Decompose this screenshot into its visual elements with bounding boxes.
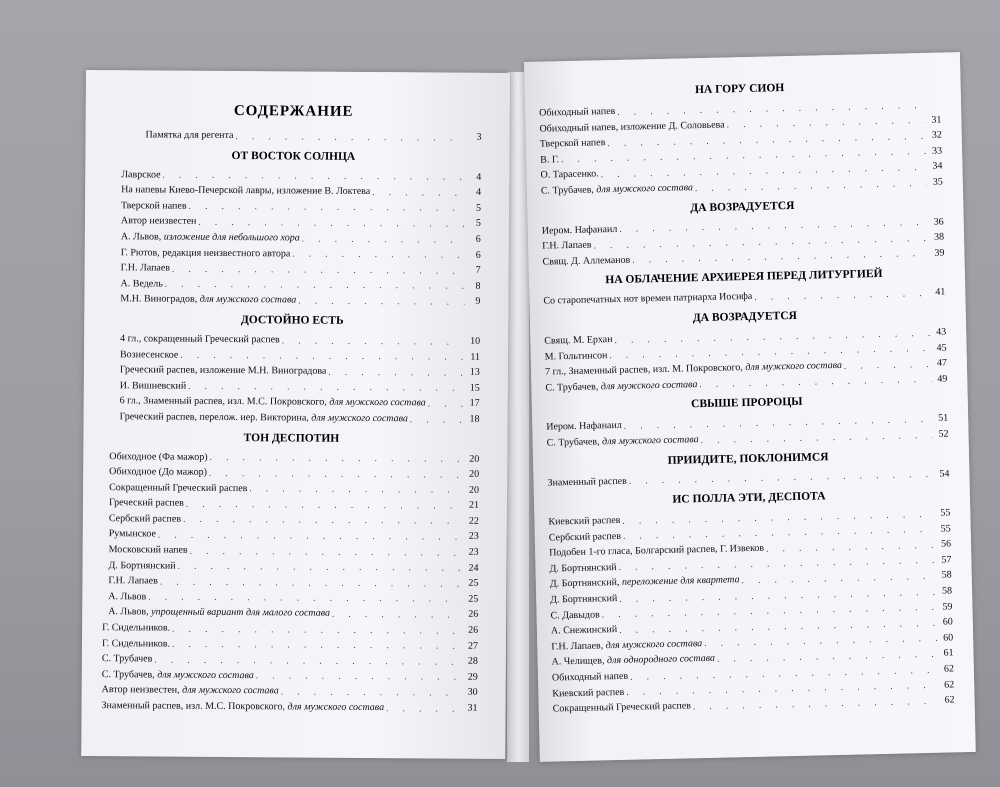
entry-main-text: Знаменный распев, изл. М.С. Покровского, bbox=[101, 700, 288, 713]
entry-main-text: Московский напев bbox=[108, 544, 188, 556]
entry-title bbox=[552, 684, 626, 701]
entry-note-text: для мужского состава bbox=[600, 378, 698, 393]
section-heading: НА ГОРУ СИОН bbox=[694, 82, 785, 97]
entry-title bbox=[121, 260, 173, 276]
left-page-content bbox=[81, 70, 510, 759]
entry-main-text: И. Вишневский bbox=[119, 379, 187, 392]
leader-dots bbox=[172, 637, 462, 654]
entry-page: 3 bbox=[476, 131, 482, 143]
entry-main-text: Иером. Нафанаил bbox=[546, 420, 622, 433]
entry-main-text: Г. Рютов, редакция неизвестного автора bbox=[120, 246, 291, 259]
entry-title bbox=[539, 104, 618, 121]
entry-main-text: А. Львов bbox=[108, 591, 147, 603]
entry-title bbox=[102, 667, 256, 684]
section-heading: ДОСТОЙНО ЕСТЬ bbox=[240, 314, 344, 327]
entry-title bbox=[109, 449, 209, 465]
entry-main-text: На напевы Киево-Печерской лавры, изложение В. Локтева bbox=[121, 184, 371, 198]
entry-main-text: Лаврское bbox=[121, 168, 161, 181]
entry-main-text: Д. Бортнянский, bbox=[549, 577, 623, 591]
entry-main-text: М.Н. Виноградов, bbox=[120, 293, 200, 306]
entry-main-text: Греческий распев bbox=[108, 497, 184, 509]
entry-page: 21 bbox=[468, 499, 480, 512]
entry-title bbox=[120, 409, 410, 427]
entry-main-text: Г. Сидельников. bbox=[102, 622, 171, 634]
entry-title bbox=[120, 362, 329, 379]
entry-main-text: А. Львов, bbox=[120, 231, 164, 243]
entry-title bbox=[121, 198, 189, 214]
entry-page: 49 bbox=[937, 373, 948, 385]
entry-title bbox=[540, 152, 561, 168]
entry-page: 58 bbox=[941, 585, 953, 597]
entry-page: 20 bbox=[469, 453, 480, 465]
section-heading: ТОН ДЕСПОТИН bbox=[243, 431, 340, 445]
entry-note-text: для однородного состава bbox=[606, 653, 716, 667]
entry-note-text: для мужского состава bbox=[182, 685, 279, 697]
entry-title bbox=[121, 229, 302, 246]
entry-title bbox=[553, 699, 694, 718]
entry-title bbox=[120, 347, 180, 363]
entry-note-text: для мужского состава bbox=[329, 397, 426, 409]
entry-title bbox=[109, 527, 158, 543]
entry-main-text: 7 гл., Знаменный распев, изл. М. Покровского, bbox=[544, 362, 746, 378]
entry-page: 61 bbox=[943, 647, 954, 660]
section-heading: СВЫШЕ ПРОРОЦЫ bbox=[690, 396, 803, 411]
entry-page: 39 bbox=[934, 247, 945, 259]
entry-page: 13 bbox=[469, 366, 480, 378]
entry-main-text: Румынское bbox=[108, 528, 156, 540]
entry-main-text: Киевский распев bbox=[548, 515, 621, 528]
left-page bbox=[81, 70, 510, 759]
entry-main-text: Киевский распев bbox=[552, 686, 625, 700]
entry-title bbox=[549, 529, 624, 546]
entry-main-text: Автор неизвестен, bbox=[101, 684, 183, 697]
entry-main-text: С. Трубачев bbox=[101, 653, 153, 665]
entry-page: 33 bbox=[932, 145, 943, 157]
entry-main-text: Д. Бортнянский bbox=[550, 593, 618, 606]
entry-page: 35 bbox=[932, 176, 943, 188]
entry-main-text: Д. Бортнянский bbox=[108, 559, 176, 572]
entry-title bbox=[102, 651, 155, 667]
entry-main-text: Обиходный напев, изложение Д. Соловьева bbox=[539, 119, 725, 135]
entry-page: 11 bbox=[470, 351, 481, 363]
entry-title bbox=[108, 589, 148, 605]
entry-page: 6 bbox=[475, 233, 481, 245]
entry-page: 54 bbox=[939, 467, 950, 480]
entry-title: Памятка для регента bbox=[145, 129, 234, 142]
toc-entry bbox=[104, 409, 480, 427]
entry-note-text: изложение для небольшого хора bbox=[163, 231, 300, 244]
entry-page: 25 bbox=[468, 577, 479, 590]
leader-dots bbox=[372, 185, 465, 201]
entry-page: 47 bbox=[936, 357, 948, 369]
leader-dots bbox=[256, 669, 462, 685]
entry-title bbox=[548, 513, 622, 530]
leader-dots bbox=[328, 364, 464, 380]
leader-dots bbox=[282, 333, 464, 349]
leader-dots bbox=[386, 701, 462, 717]
toc-entry bbox=[547, 466, 949, 491]
entry-note-text: для мужского состава bbox=[596, 182, 694, 196]
section-heading: НА ОБЛАЧЕНИЕ АРХИЕРЕЯ ПЕРЕД ЛИТУРГИЕЙ bbox=[605, 268, 883, 287]
entry-page: 24 bbox=[468, 562, 479, 574]
toc-entry bbox=[103, 511, 479, 529]
entry-main-text: Д. Бортнянский bbox=[549, 561, 617, 575]
entry-title bbox=[551, 622, 620, 639]
entry-main-text: Обиходное (До мажор) bbox=[109, 466, 208, 478]
entry-title bbox=[540, 167, 601, 184]
entry-page: 4 bbox=[476, 171, 482, 183]
entry-main-text: С. Давыдов bbox=[550, 609, 600, 622]
entry-page: 58 bbox=[941, 569, 952, 582]
entry-page: 25 bbox=[468, 593, 479, 605]
entry-page: 27 bbox=[467, 640, 479, 652]
entry-page: 26 bbox=[468, 624, 479, 636]
leader-dots bbox=[178, 559, 463, 576]
entry-main-text: А. Снежинский bbox=[550, 624, 618, 637]
leader-dots bbox=[249, 481, 463, 497]
entry-page: 31 bbox=[931, 114, 942, 126]
entry-main-text: С. Трубачев, bbox=[101, 668, 158, 681]
leader-dots bbox=[428, 396, 464, 411]
entry-title bbox=[120, 378, 189, 394]
entry-page: 18 bbox=[469, 413, 480, 425]
entry-page: 20 bbox=[469, 468, 480, 480]
entry-main-text: Греческий распев, перелож. иер. Викторина, bbox=[119, 411, 312, 424]
leader-dots bbox=[172, 621, 462, 638]
entry-page: 31 bbox=[467, 702, 478, 714]
entry-page: 55 bbox=[940, 523, 951, 535]
entry-main-text: Греческий распев, изложение М.Н. Виноградова bbox=[119, 364, 327, 377]
entry-title bbox=[109, 542, 190, 558]
entry-page: 17 bbox=[469, 397, 480, 410]
leader-dots bbox=[332, 607, 462, 623]
entry-page: 32 bbox=[931, 129, 942, 141]
toc-entry bbox=[102, 573, 478, 591]
leader-dots bbox=[302, 231, 465, 247]
entry-note-text: для мужского состава bbox=[601, 434, 699, 448]
entry-main-text: А. Ведель bbox=[120, 277, 163, 290]
leader-dots bbox=[629, 467, 934, 489]
leader-dots bbox=[210, 450, 464, 467]
entry-main-text: А. Львов, bbox=[108, 606, 152, 618]
entry-main-text: 6 гл., Знаменный распев, изл. М.С. Покровского, bbox=[119, 395, 330, 409]
entry-main-text: С. Трубачев, bbox=[546, 436, 603, 449]
entry-main-text: Тверской напев bbox=[121, 200, 187, 212]
entry-page: 9 bbox=[475, 296, 481, 308]
entry-title bbox=[102, 620, 172, 636]
right-page-content bbox=[524, 52, 976, 762]
entry-title bbox=[541, 180, 695, 199]
entry-main-text: Иером. Нафанаил bbox=[541, 223, 618, 237]
entry-main-text: Г. Сидельников. bbox=[101, 637, 171, 650]
entry-note-text: упрощенный вариант для малого состава bbox=[151, 606, 331, 620]
entry-page: 26 bbox=[468, 609, 479, 621]
entry-title bbox=[542, 221, 620, 238]
entry-page: 57 bbox=[941, 554, 952, 566]
entry-title bbox=[540, 135, 608, 152]
entry-main-text: Знаменный распев bbox=[547, 475, 627, 489]
leader-dots bbox=[158, 528, 463, 545]
entry-page: 22 bbox=[468, 515, 479, 527]
entry-page: 62 bbox=[944, 679, 955, 691]
entry-title bbox=[545, 377, 699, 396]
entry-main-text: Сербский распев bbox=[108, 513, 182, 525]
entry-main-text: М. Гольтинсон bbox=[544, 349, 608, 363]
entry-title bbox=[108, 573, 160, 589]
entry-title bbox=[121, 182, 372, 199]
entry-page: 41 bbox=[935, 286, 946, 299]
entry-page: 36 bbox=[933, 216, 944, 228]
entry-title bbox=[109, 495, 186, 511]
entry-title bbox=[542, 252, 632, 270]
entry-page: 59 bbox=[942, 601, 953, 613]
entry-title bbox=[547, 473, 629, 490]
entry-main-text: Автор неизвестен bbox=[120, 215, 197, 228]
entry-title bbox=[546, 432, 700, 451]
entry-page: 4 bbox=[476, 186, 482, 198]
entry-main-text: Свящ. Д. Аллеманов bbox=[542, 254, 631, 268]
leader-dots bbox=[292, 247, 465, 263]
entry-title bbox=[109, 480, 249, 497]
entry-main-text: А. Челищев, bbox=[551, 655, 608, 668]
entry-title bbox=[550, 607, 602, 624]
section-heading: ИС ПОЛЛА ЭТИ, ДЕСПОТА bbox=[672, 490, 826, 506]
entry-main-text: В. Г. bbox=[540, 154, 560, 166]
entry-note-text: переложение для квартета bbox=[621, 574, 740, 589]
entry-title bbox=[552, 669, 631, 686]
toc-entry bbox=[543, 285, 945, 310]
entry-page: 60 bbox=[943, 632, 954, 644]
toc-title: СОДЕРЖАНИЕ bbox=[233, 103, 354, 120]
entry-main-text: Вознесенское bbox=[119, 348, 179, 361]
entry-note-text: для мужского состава bbox=[311, 412, 408, 425]
entry-page: 15 bbox=[469, 382, 480, 394]
section-heading: ПРИИДИТЕ, ПОКЛОНИМСЯ bbox=[667, 450, 829, 467]
entry-title bbox=[542, 238, 594, 255]
entry-page: 45 bbox=[936, 342, 947, 354]
entry-title bbox=[545, 348, 610, 365]
entry-page: 5 bbox=[476, 202, 482, 214]
toc-entry bbox=[102, 698, 478, 716]
entry-main-text: С. Трубачев, bbox=[545, 381, 601, 394]
entry-title bbox=[550, 591, 619, 608]
entry-page: 55 bbox=[940, 507, 951, 519]
entry-main-text: Сокращенный Греческий распев bbox=[109, 481, 248, 494]
toc-entry bbox=[104, 291, 480, 309]
entry-title bbox=[102, 698, 387, 716]
entry-title bbox=[108, 605, 332, 622]
entry-main-text: Обиходный напев bbox=[539, 105, 616, 119]
entry-page: 34 bbox=[932, 160, 943, 173]
entry-page: 10 bbox=[470, 335, 481, 347]
entry-title bbox=[102, 683, 281, 700]
entry-page: 30 bbox=[467, 687, 478, 699]
entry-page: 8 bbox=[475, 280, 481, 292]
leader-dots bbox=[190, 543, 463, 560]
entry-page: 62 bbox=[943, 663, 955, 675]
entry-page: 38 bbox=[933, 231, 945, 243]
entry-main-text: 4 гл., сокращенный Греческий распев bbox=[120, 333, 280, 346]
entry-main-text: Г.Н. Лапаев bbox=[542, 239, 592, 252]
entry-main-text: Г.Н. Лапаев, bbox=[551, 640, 606, 653]
entry-title bbox=[102, 636, 172, 652]
entry-page: 20 bbox=[469, 484, 480, 496]
entry-title bbox=[121, 245, 293, 262]
leader-dots bbox=[298, 293, 464, 309]
entry-page: 62 bbox=[944, 694, 955, 706]
leader-dots bbox=[844, 357, 931, 374]
entry-title bbox=[120, 276, 164, 292]
entry-main-text: Подобен 1-го гласа, Болгарский распев, Г. Извеков bbox=[549, 542, 765, 559]
entry-main-text: Обиходный напев bbox=[551, 670, 629, 684]
entry-page: 56 bbox=[940, 538, 952, 550]
entry-main-text: Сокращенный Греческий распев bbox=[552, 700, 692, 715]
entry-main-text: Обиходное (Фа мажор) bbox=[109, 450, 208, 463]
entry-note-text: для мужского состава bbox=[157, 669, 254, 681]
entry-title bbox=[544, 332, 615, 349]
section-heading: ОТ ВОСТОК СОЛНЦА bbox=[231, 149, 356, 163]
entry-page: 43 bbox=[936, 326, 947, 338]
entry-title bbox=[546, 418, 624, 435]
leader-dots bbox=[235, 129, 465, 146]
entry-title bbox=[109, 464, 209, 480]
entry-note-text: для мужского состава bbox=[287, 701, 385, 714]
leader-dots bbox=[754, 286, 929, 305]
entry-page: 23 bbox=[468, 531, 479, 543]
entry-main-text: Тверской напев bbox=[539, 137, 606, 150]
entry-page: 6 bbox=[475, 249, 481, 261]
entry-note-text: для мужского состава bbox=[605, 637, 703, 652]
entry-page: 28 bbox=[467, 655, 478, 667]
leader-dots bbox=[186, 497, 463, 514]
entry-title bbox=[121, 214, 199, 230]
leader-dots bbox=[160, 574, 463, 591]
entry-title bbox=[120, 331, 282, 348]
right-page bbox=[524, 52, 976, 762]
leader-dots bbox=[209, 466, 463, 483]
section-heading: ДА ВОЗРАДУЕТСЯ bbox=[690, 199, 795, 214]
entry-note-text: для мужского состава bbox=[199, 294, 297, 306]
leader-dots bbox=[189, 199, 466, 216]
entry-page: 51 bbox=[938, 412, 949, 425]
entry-page: 23 bbox=[468, 546, 479, 558]
leader-dots bbox=[183, 512, 463, 529]
entry-title bbox=[109, 511, 183, 527]
entry-page: 52 bbox=[938, 428, 949, 440]
toc-entry bbox=[102, 636, 478, 654]
entry-title bbox=[121, 167, 162, 183]
entry-note-text: для мужского состава bbox=[745, 359, 843, 374]
entry-main-text: Свящ. М. Ерхан bbox=[544, 334, 613, 347]
entry-main-text: О. Тарасенко. bbox=[540, 168, 599, 182]
toc-entry-intro bbox=[105, 127, 481, 145]
leader-dots bbox=[410, 412, 464, 427]
entry-main-text: С. Трубачев, bbox=[540, 184, 597, 197]
entry-main-text: Со старопечатных нот времен патриарха Иосифа bbox=[543, 291, 753, 307]
leader-dots bbox=[281, 684, 462, 700]
entry-page: 29 bbox=[467, 671, 478, 683]
entry-page: 7 bbox=[475, 264, 481, 276]
entry-main-text: Г.Н. Лапаев bbox=[120, 262, 171, 274]
entry-main-text: Сербский распев bbox=[548, 530, 622, 544]
leader-dots bbox=[172, 261, 465, 278]
entry-title bbox=[543, 289, 754, 309]
entry-title bbox=[549, 560, 618, 577]
entry-page: 60 bbox=[942, 616, 953, 628]
entry-page: 5 bbox=[475, 218, 481, 230]
section-heading: ДА ВОЗРАДУЕТСЯ bbox=[692, 309, 798, 325]
entry-title bbox=[120, 292, 298, 309]
entry-title bbox=[108, 558, 177, 574]
entry-main-text: Г.Н. Лапаев bbox=[108, 575, 158, 587]
